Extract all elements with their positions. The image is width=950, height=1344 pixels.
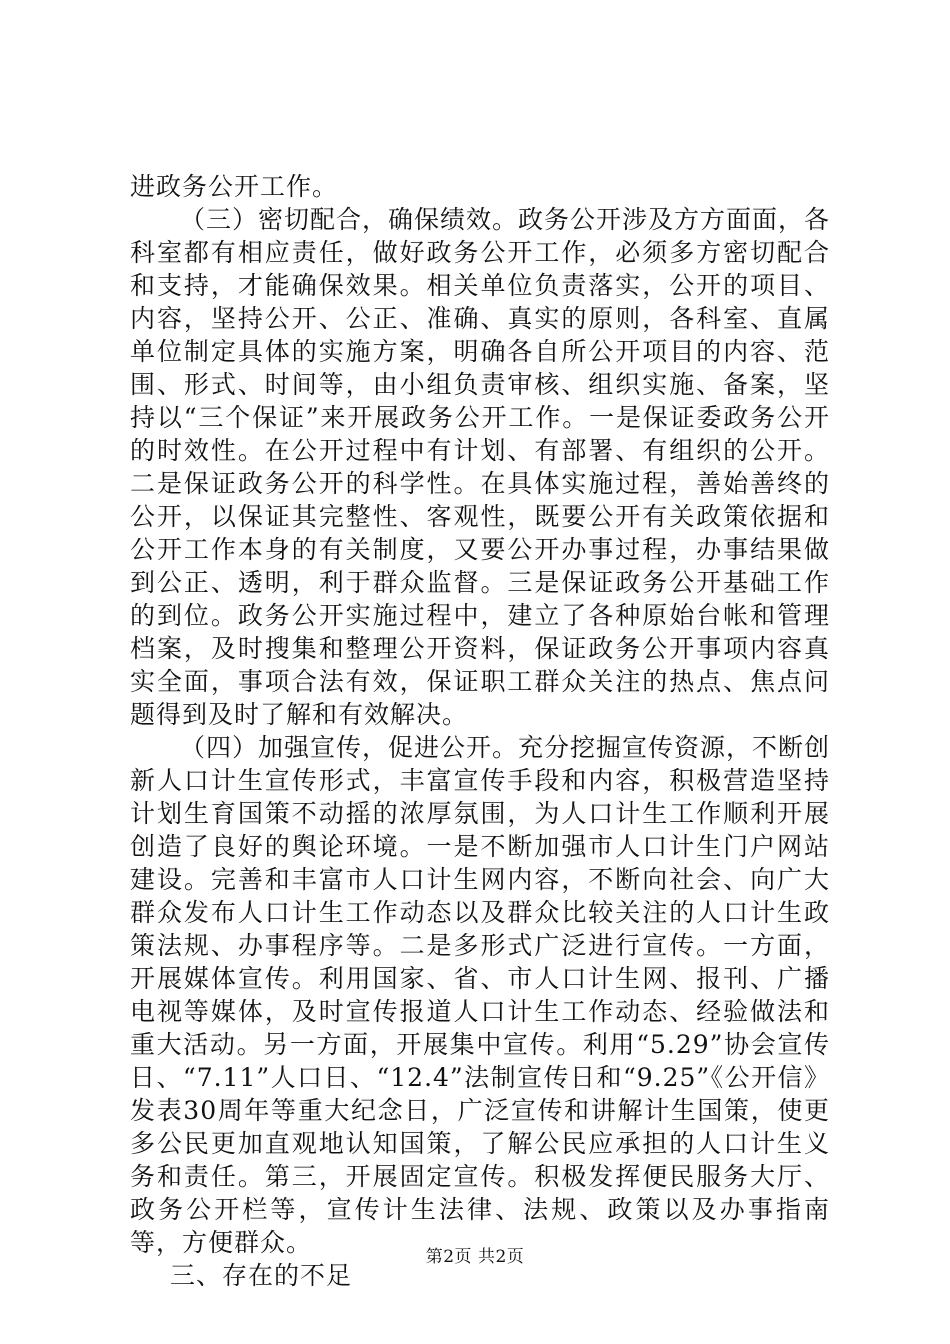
section-heading-shortcomings: 三、存在的不足 [170,1261,353,1290]
paragraph-section-4: （四）加强宣传，促进公开。充分挖掘宣传资源，不断创新人口计生宣传形式，丰富宣传手段和内容，积极营造坚持计划生育国策不动摇的浓厚氛围，为人口计生工作顺利开展创造了良好的舆论环境。一是不断加强市人口计生门户网站建设。完善和丰富市人口计生网内容，不断向社会、向广大群众发布人口计生工作动态以及群众比较关注的人口计生政策法规、办事程序等。二是多形式广泛进行宣传。一方面，开展媒体宣传。利用国家、省、市人口计生网、报刊、广播电视等媒体，及时宣传报道人口计生工作动态、经验做法和重大活动。另一方面，开展集中宣传。利用“5.29”协会宣传日、“7.11”人口日、“12.4”法制宣传日和“9.25”《公开信》发表30周年等重大纪念日，广泛宣传和讲解计生国策，使更多公民更加直观地认知国策，了解公民应承担的人口计生义务和责任。第三，开展固定宣传。积极发挥便民服务大厅、政务公开栏等，宣传计生法律、法规、政策以及办事指南等，方便群众。 [130,733,831,1257]
paragraph-continuation: 进政务公开工作。 [130,172,339,201]
paragraph-section-3: （三）密切配合，确保绩效。政务公开涉及方方面面，各科室都有相应责任，做好政务公开工作，必须多方密切配合和支持，才能确保效果。相关单位负责落实，公开的项目、内容，坚持公开、公正、准确、真实的原则，各科室、直属单位制定具体的实施方案，明确各自所公开项目的内容、范围、形式、时间等，由小组负责审核、组织实施、备案，坚持以“三个保证”来开展政务公开工作。一是保证委政务公开的时效性。在公开过程中有计划、有部署、有组织的公开。二是保证政务公开的科学性。在具体实施过程，善始善终的公开，以保证其完整性、客观性，既要公开有关政策依据和公开工作本身的有关制度，又要公开办事过程，办事结果做到公正、透明，利于群众监督。三是保证政务公开基础工作的到位。政务公开实施过程中，建立了各种原始台帐和管理档案，及时搜集和整理公开资料，保证政务公开事项内容真实全面，事项合法有效，保证职工群众关注的热点、焦点问题得到及时了解和有效解决。 [130,205,831,729]
page-footer: 第2页 共2页 [425,1247,525,1267]
document-body [130,170,830,1292]
